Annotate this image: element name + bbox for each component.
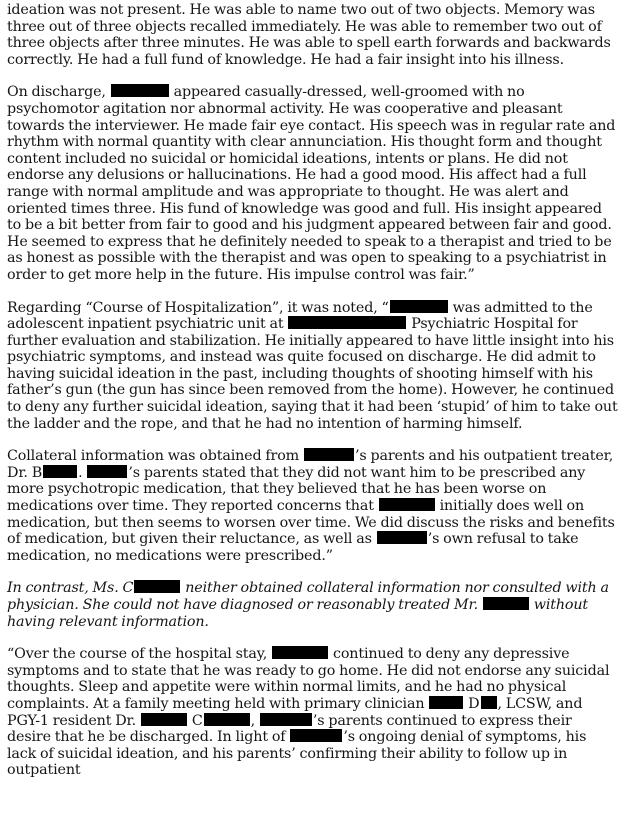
text-run: ’s parents and his outpatient treater, Dr. B <box>7 448 614 481</box>
document-paragraph <box>7 84 619 283</box>
redaction-box <box>43 465 77 478</box>
text-run: initially does well on medication, but then seems to worsen over time. We did discuss the risks and benefits of medication, but given their reluctance, as well as <box>7 498 615 548</box>
redaction-box <box>304 448 354 461</box>
redaction-box <box>272 646 328 659</box>
text-run: In contrast, Ms. C <box>7 580 134 597</box>
text-run: ideation was not present. He was able to name two out of two objects. Memory was three out of three objects recalled immediately. He was able to remember two out of three objects after three minutes. He was able to spell earth forwards and backwards correctly. He had a full fund of knowledge. He had a fair insight into his illness. <box>7 2 611 68</box>
text-run: continued to deny any depressive symptoms and to state that he was ready to go home. He did not endorse any suicidal thoughts. Sleep and appetite were within normal limits, and he had no physical complaints. At a family meeting held with primary clinician <box>7 646 610 712</box>
redaction-box <box>379 498 435 511</box>
redaction-box <box>377 531 427 544</box>
text-run: On discharge, <box>7 84 110 101</box>
text-run: ’s parents continued to express their desire that he be discharged. In light of <box>7 712 572 746</box>
text-run: ’s ongoing denial of symptoms, his lack of suicidal ideation, and his parents’ confirming their ability to follow up in outpatient <box>7 729 587 779</box>
redaction-box <box>481 696 497 709</box>
redaction-box <box>141 713 187 726</box>
redaction-box <box>290 729 342 742</box>
text-run: without having relevant information. <box>7 597 589 630</box>
text-run: appeared casually-dressed, well-groomed with no psychomotor agitation nor abnormal activity. He was cooperative and pleasant towards the interviewer. He made fair eye contact. His speech was in regular rate and rhythm with normal quantity with clear annunciation. His thought form and thought content included no suicidal or homicidal ideations, intents or plans. He did not endorse any delusions or hallucinations. He had a good mood. His affect had a full range with normal amplitude and was appropriate to thought. He was alert and oriented times three. His fund of knowledge was good and full. His insight appeared to be a bit better from fair to good and his judgment appeared between fair and good. He seemed to express that he definitely needed to speak to a therapist and tried to be as honest as possible with the therapist and was open to speaking to a psychiatrist in order to get more help in the future. His impulse control was fair.” <box>7 84 616 283</box>
text-run: D <box>464 695 480 712</box>
document-paragraph <box>7 2 619 68</box>
text-run: ’s own refusal to take medication, no medications were prescribed.” <box>7 531 579 564</box>
redaction-box <box>204 713 250 726</box>
text-run: “Over the course of the hospital stay, <box>7 646 272 663</box>
text-run: C <box>187 712 203 729</box>
redaction-box <box>134 580 180 593</box>
text-run: , LCSW, and PGY-1 resident Dr. <box>7 695 583 729</box>
text-run: , <box>250 712 259 729</box>
redaction-box <box>87 465 127 478</box>
redaction-box <box>429 696 463 709</box>
text-run: Collateral information was obtained from <box>7 448 303 465</box>
text-run: neither obtained collateral information nor consulted with a physician. She could not have diagnosed or reasonably treated Mr. <box>7 580 609 613</box>
text-run: was admitted to the adolescent inpatient psychiatric unit at <box>7 299 593 333</box>
document-paragraph <box>7 300 619 433</box>
text-run: ’s parents stated that they did not want him to be prescribed any more psychotropic medication, that they believed that he has been worse on medications over time. They reported concerns that <box>7 464 586 515</box>
document-paragraph <box>7 448 619 564</box>
text-run: . <box>78 464 87 481</box>
redaction-box <box>390 300 448 313</box>
redaction-box <box>288 316 406 329</box>
document-paragraph <box>7 580 619 630</box>
redaction-box <box>260 713 312 726</box>
document-paragraph <box>7 646 619 779</box>
redaction-box <box>111 84 169 97</box>
redaction-box <box>483 597 529 610</box>
document-page <box>7 2 619 795</box>
text-run: Regarding “Course of Hospitalization”, it was noted, “ <box>7 299 389 316</box>
text-run: Psychiatric Hospital for further evaluation and stabilization. He initially appeared to have little insight into his psychiatric symptoms, and instead was quite focused on discharge. He did admit to having suicidal ideation in the past, including thoughts of shooting himself with his father’s gun (the gun has since been removed from the home). However, he continued to deny any further suicidal ideation, saying that it had been ‘stupid’ of him to take out the ladder and the rope, and that he had no intention of harming himself. <box>7 316 618 432</box>
